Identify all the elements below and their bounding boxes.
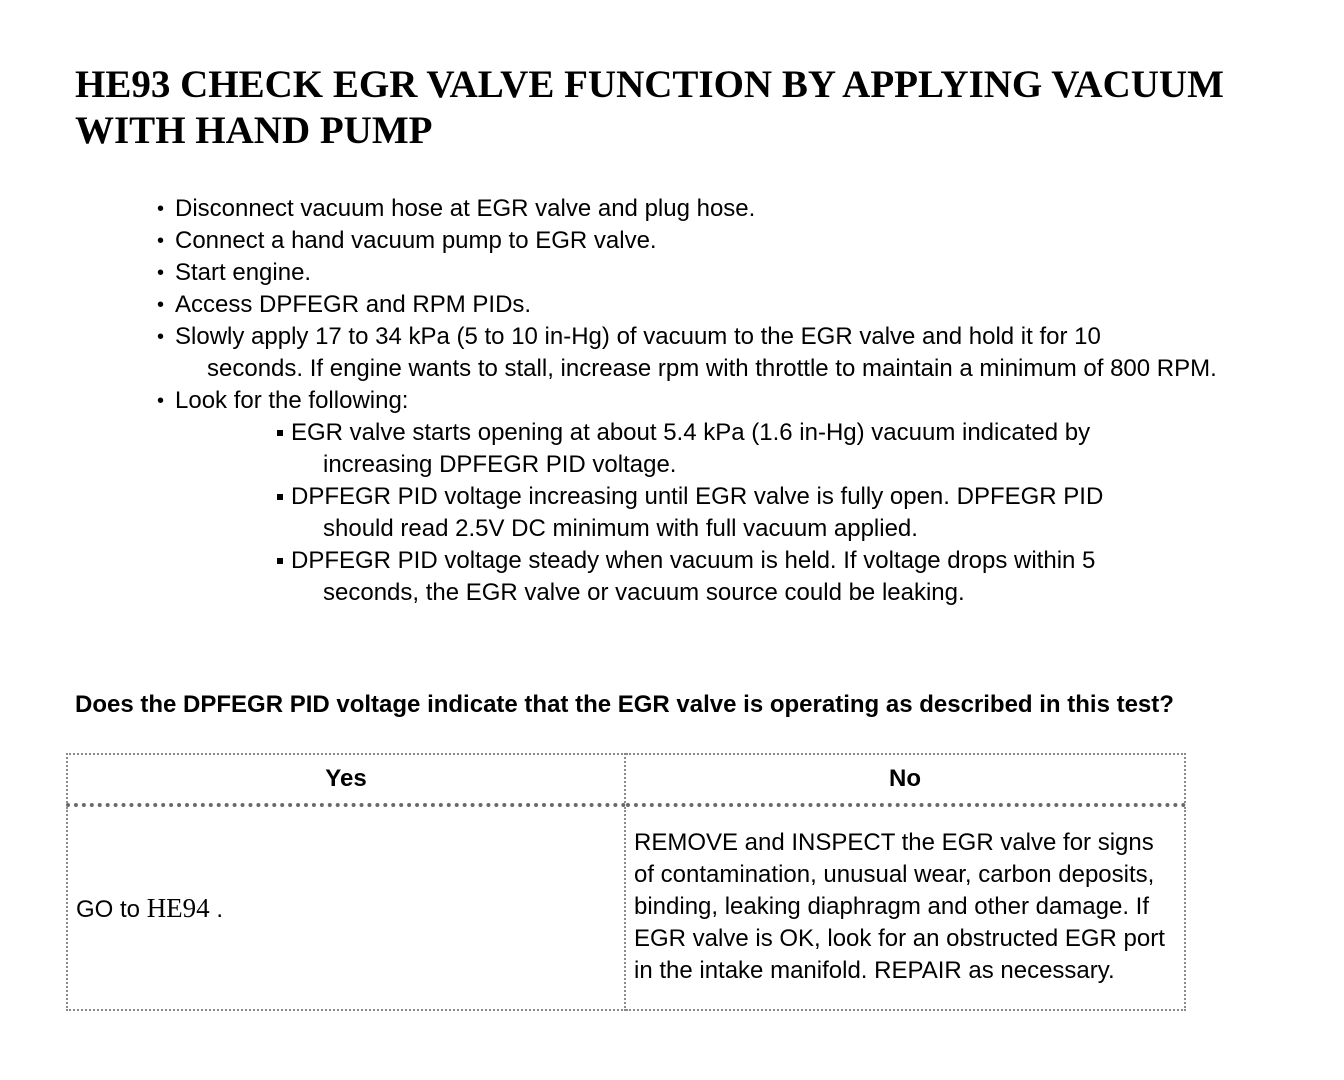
square-bullet-icon bbox=[277, 494, 283, 500]
step-text: Disconnect vacuum hose at EGR valve and plug hose. bbox=[175, 195, 756, 222]
sub-step-text-first-line: DPFEGR PID voltage steady when vacuum is held. If voltage drops within 5 bbox=[291, 547, 1096, 574]
step-text: Connect a hand vacuum pump to EGR valve. bbox=[175, 227, 657, 254]
square-bullet-icon bbox=[277, 558, 283, 564]
answer-table bbox=[66, 753, 1186, 1011]
no-header: No bbox=[625, 754, 1185, 805]
sub-step-item bbox=[275, 417, 1277, 481]
step-item bbox=[157, 321, 1277, 385]
page-title: HE93 CHECK EGR VALVE FUNCTION BY APPLYING VACUUM WITH HAND PUMP bbox=[75, 63, 1224, 152]
no-cell: REMOVE and INSPECT the EGR valve for signs of contamination, unusual wear, carbon deposits, binding, leaking diaphragm and other damage. If EGR valve is OK, look for an obstructed EGR port in the intake manifold. REPAIR as necessary. bbox=[625, 805, 1185, 1010]
step-item bbox=[157, 225, 1277, 257]
step-item bbox=[157, 193, 1277, 225]
bullet-dot-icon: • bbox=[157, 294, 165, 316]
question-text: Does the DPFEGR PID voltage indicate that the EGR valve is operating as described in this test? bbox=[75, 691, 1174, 718]
step-text: Start engine. bbox=[175, 259, 312, 286]
table-header-row bbox=[67, 754, 1185, 805]
bullet-dot-icon: • bbox=[157, 262, 165, 284]
step-text: Access DPFEGR and RPM PIDs. bbox=[175, 291, 532, 318]
step-text-first-line: Slowly apply 17 to 34 kPa (5 to 10 in-Hg) of vacuum to the EGR valve and hold it for 10 bbox=[175, 323, 1101, 350]
step-list bbox=[157, 193, 1277, 609]
sub-step-text-continuation: increasing DPFEGR PID voltage. bbox=[323, 451, 677, 478]
yes-header: Yes bbox=[67, 754, 625, 805]
sub-step-text-first-line: EGR valve starts opening at about 5.4 kPa (1.6 in-Hg) vacuum indicated by bbox=[291, 419, 1091, 446]
step-item bbox=[157, 289, 1277, 321]
sub-step-list bbox=[175, 417, 1277, 609]
bullet-dot-icon: • bbox=[157, 198, 165, 220]
yes-suffix: . bbox=[209, 895, 224, 923]
sub-step-item bbox=[275, 481, 1277, 545]
bullet-dot-icon: • bbox=[157, 390, 165, 412]
yes-prefix: GO to bbox=[76, 895, 147, 923]
bullet-dot-icon: • bbox=[157, 326, 165, 348]
step-item bbox=[157, 257, 1277, 289]
step-text-continuation: seconds. If engine wants to stall, increase rpm with throttle to maintain a minimum of 800 RPM. bbox=[207, 355, 1217, 382]
step-text: Look for the following: bbox=[175, 387, 409, 414]
sub-step-text-continuation: should read 2.5V DC minimum with full vacuum applied. bbox=[323, 515, 918, 542]
bullet-dot-icon: • bbox=[157, 230, 165, 252]
sub-step-item bbox=[275, 545, 1277, 609]
he94-link[interactable]: HE94 bbox=[146, 892, 210, 923]
square-bullet-icon bbox=[277, 430, 283, 436]
table-row bbox=[67, 805, 1185, 1010]
yes-cell bbox=[67, 805, 625, 1010]
sub-step-text-first-line: DPFEGR PID voltage increasing until EGR valve is fully open. DPFEGR PID bbox=[291, 483, 1104, 510]
step-item bbox=[157, 385, 1277, 609]
sub-step-text-continuation: seconds, the EGR valve or vacuum source could be leaking. bbox=[323, 579, 965, 606]
